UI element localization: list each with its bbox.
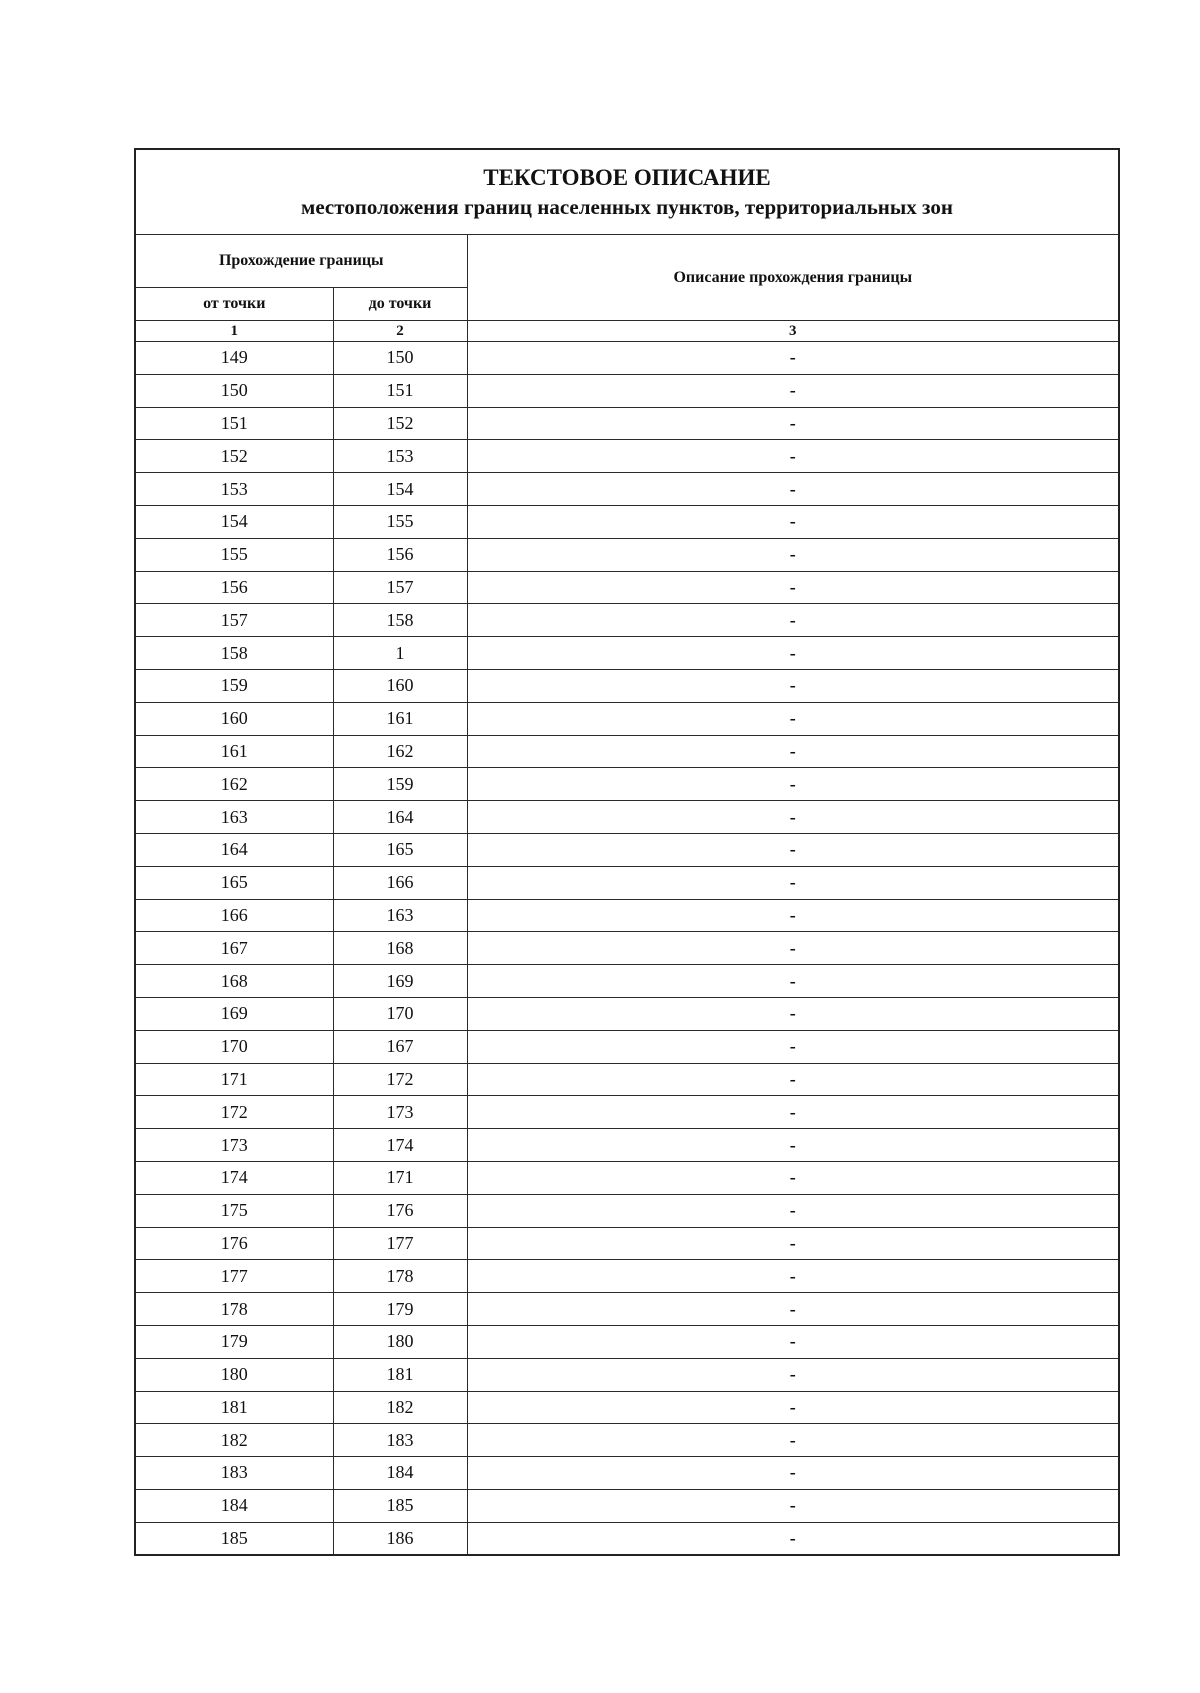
from-point-cell: 173 bbox=[135, 1129, 333, 1162]
description-cell: - bbox=[467, 1129, 1119, 1162]
from-point-cell: 178 bbox=[135, 1293, 333, 1326]
description-cell: - bbox=[467, 1391, 1119, 1424]
table-row bbox=[135, 473, 1119, 506]
from-point-cell: 159 bbox=[135, 669, 333, 702]
to-point-cell: 168 bbox=[333, 932, 467, 965]
description-cell: - bbox=[467, 1325, 1119, 1358]
description-cell: - bbox=[467, 735, 1119, 768]
to-point-cell: 185 bbox=[333, 1489, 467, 1522]
table-row bbox=[135, 440, 1119, 473]
table-row bbox=[135, 997, 1119, 1030]
table-row bbox=[135, 407, 1119, 440]
from-point-cell: 157 bbox=[135, 604, 333, 637]
to-point-cell: 184 bbox=[333, 1457, 467, 1490]
table-row bbox=[135, 538, 1119, 571]
to-point-cell: 180 bbox=[333, 1325, 467, 1358]
document-title: ТЕКСТОВОЕ ОПИСАНИЕ bbox=[483, 165, 771, 190]
to-point-cell: 155 bbox=[333, 505, 467, 538]
description-column-header: Описание прохождения границы bbox=[467, 235, 1119, 321]
description-cell: - bbox=[467, 1522, 1119, 1555]
to-point-cell: 178 bbox=[333, 1260, 467, 1293]
column-number-1: 1 bbox=[135, 321, 333, 342]
table-row bbox=[135, 1424, 1119, 1457]
from-point-cell: 169 bbox=[135, 997, 333, 1030]
to-point-cell: 156 bbox=[333, 538, 467, 571]
table-row bbox=[135, 342, 1119, 375]
from-point-cell: 155 bbox=[135, 538, 333, 571]
to-point-cell: 157 bbox=[333, 571, 467, 604]
table-row bbox=[135, 1161, 1119, 1194]
from-point-cell: 168 bbox=[135, 965, 333, 998]
column-number-3: 3 bbox=[467, 321, 1119, 342]
to-point-cell: 177 bbox=[333, 1227, 467, 1260]
from-point-cell: 183 bbox=[135, 1457, 333, 1490]
from-point-cell: 160 bbox=[135, 702, 333, 735]
table-row bbox=[135, 374, 1119, 407]
description-cell: - bbox=[467, 965, 1119, 998]
table-row bbox=[135, 1096, 1119, 1129]
to-point-cell: 176 bbox=[333, 1194, 467, 1227]
from-point-cell: 182 bbox=[135, 1424, 333, 1457]
to-point-cell: 170 bbox=[333, 997, 467, 1030]
table-row bbox=[135, 1293, 1119, 1326]
from-point-cell: 165 bbox=[135, 866, 333, 899]
description-cell: - bbox=[467, 1358, 1119, 1391]
description-cell: - bbox=[467, 1194, 1119, 1227]
from-point-cell: 161 bbox=[135, 735, 333, 768]
from-point-cell: 158 bbox=[135, 637, 333, 670]
description-cell: - bbox=[467, 932, 1119, 965]
description-cell: - bbox=[467, 1457, 1119, 1490]
to-point-cell: 169 bbox=[333, 965, 467, 998]
from-point-cell: 162 bbox=[135, 768, 333, 801]
description-cell: - bbox=[467, 407, 1119, 440]
to-point-cell: 167 bbox=[333, 1030, 467, 1063]
table-row bbox=[135, 1489, 1119, 1522]
description-cell: - bbox=[467, 899, 1119, 932]
description-cell: - bbox=[467, 833, 1119, 866]
from-point-cell: 174 bbox=[135, 1161, 333, 1194]
table-row bbox=[135, 1194, 1119, 1227]
table-row bbox=[135, 669, 1119, 702]
to-point-cell: 174 bbox=[333, 1129, 467, 1162]
from-point-cell: 176 bbox=[135, 1227, 333, 1260]
table-row bbox=[135, 604, 1119, 637]
table-row bbox=[135, 1325, 1119, 1358]
table-row bbox=[135, 768, 1119, 801]
table-row bbox=[135, 735, 1119, 768]
description-cell: - bbox=[467, 1161, 1119, 1194]
table-body bbox=[135, 342, 1119, 1556]
to-point-cell: 1 bbox=[333, 637, 467, 670]
boundary-description-table bbox=[134, 148, 1120, 1556]
description-cell: - bbox=[467, 473, 1119, 506]
table-row bbox=[135, 899, 1119, 932]
from-point-cell: 184 bbox=[135, 1489, 333, 1522]
table-row bbox=[135, 965, 1119, 998]
to-point-cell: 173 bbox=[333, 1096, 467, 1129]
description-cell: - bbox=[467, 637, 1119, 670]
table-row bbox=[135, 1260, 1119, 1293]
table-row bbox=[135, 866, 1119, 899]
to-point-cell: 162 bbox=[333, 735, 467, 768]
group-header-boundary-passage: Прохождение границы bbox=[135, 235, 467, 288]
table-row bbox=[135, 801, 1119, 834]
column-number-2: 2 bbox=[333, 321, 467, 342]
to-point-cell: 158 bbox=[333, 604, 467, 637]
description-cell: - bbox=[467, 1030, 1119, 1063]
from-point-cell: 171 bbox=[135, 1063, 333, 1096]
table-row bbox=[135, 1358, 1119, 1391]
to-point-cell: 179 bbox=[333, 1293, 467, 1326]
description-cell: - bbox=[467, 1489, 1119, 1522]
from-point-cell: 170 bbox=[135, 1030, 333, 1063]
from-point-cell: 152 bbox=[135, 440, 333, 473]
from-point-cell: 167 bbox=[135, 932, 333, 965]
to-point-cell: 163 bbox=[333, 899, 467, 932]
to-point-cell: 182 bbox=[333, 1391, 467, 1424]
description-cell: - bbox=[467, 1293, 1119, 1326]
from-point-cell: 153 bbox=[135, 473, 333, 506]
from-point-cell: 163 bbox=[135, 801, 333, 834]
document-subtitle: местоположения границ населенных пунктов, территориальных зон bbox=[301, 195, 953, 219]
description-cell: - bbox=[467, 374, 1119, 407]
from-point-cell: 172 bbox=[135, 1096, 333, 1129]
table-row bbox=[135, 505, 1119, 538]
from-point-header: от точки bbox=[135, 288, 333, 321]
to-point-cell: 153 bbox=[333, 440, 467, 473]
to-point-cell: 151 bbox=[333, 374, 467, 407]
description-cell: - bbox=[467, 538, 1119, 571]
to-point-cell: 171 bbox=[333, 1161, 467, 1194]
description-cell: - bbox=[467, 440, 1119, 473]
table-row bbox=[135, 571, 1119, 604]
table-row bbox=[135, 1391, 1119, 1424]
description-cell: - bbox=[467, 801, 1119, 834]
from-point-cell: 156 bbox=[135, 571, 333, 604]
table-row bbox=[135, 1227, 1119, 1260]
description-cell: - bbox=[467, 702, 1119, 735]
to-point-cell: 172 bbox=[333, 1063, 467, 1096]
from-point-cell: 166 bbox=[135, 899, 333, 932]
description-cell: - bbox=[467, 1227, 1119, 1260]
table-row bbox=[135, 637, 1119, 670]
description-cell: - bbox=[467, 1063, 1119, 1096]
to-point-cell: 166 bbox=[333, 866, 467, 899]
from-point-cell: 181 bbox=[135, 1391, 333, 1424]
table-row bbox=[135, 1522, 1119, 1555]
to-point-cell: 164 bbox=[333, 801, 467, 834]
from-point-cell: 154 bbox=[135, 505, 333, 538]
from-point-cell: 150 bbox=[135, 374, 333, 407]
to-point-header: до точки bbox=[333, 288, 467, 321]
to-point-cell: 152 bbox=[333, 407, 467, 440]
description-cell: - bbox=[467, 669, 1119, 702]
to-point-cell: 161 bbox=[333, 702, 467, 735]
description-cell: - bbox=[467, 604, 1119, 637]
table-row bbox=[135, 1063, 1119, 1096]
from-point-cell: 180 bbox=[135, 1358, 333, 1391]
from-point-cell: 177 bbox=[135, 1260, 333, 1293]
table-row bbox=[135, 702, 1119, 735]
table-row bbox=[135, 1030, 1119, 1063]
from-point-cell: 164 bbox=[135, 833, 333, 866]
table-row bbox=[135, 932, 1119, 965]
to-point-cell: 186 bbox=[333, 1522, 467, 1555]
table-row bbox=[135, 1129, 1119, 1162]
description-cell: - bbox=[467, 342, 1119, 375]
description-cell: - bbox=[467, 997, 1119, 1030]
description-cell: - bbox=[467, 1424, 1119, 1457]
to-point-cell: 150 bbox=[333, 342, 467, 375]
description-cell: - bbox=[467, 1260, 1119, 1293]
from-point-cell: 185 bbox=[135, 1522, 333, 1555]
to-point-cell: 183 bbox=[333, 1424, 467, 1457]
from-point-cell: 175 bbox=[135, 1194, 333, 1227]
to-point-cell: 165 bbox=[333, 833, 467, 866]
document-title-cell bbox=[135, 149, 1119, 235]
description-cell: - bbox=[467, 571, 1119, 604]
table-row bbox=[135, 1457, 1119, 1490]
to-point-cell: 160 bbox=[333, 669, 467, 702]
from-point-cell: 151 bbox=[135, 407, 333, 440]
from-point-cell: 179 bbox=[135, 1325, 333, 1358]
table-row bbox=[135, 833, 1119, 866]
description-cell: - bbox=[467, 1096, 1119, 1129]
to-point-cell: 181 bbox=[333, 1358, 467, 1391]
to-point-cell: 159 bbox=[333, 768, 467, 801]
description-cell: - bbox=[467, 866, 1119, 899]
description-cell: - bbox=[467, 505, 1119, 538]
to-point-cell: 154 bbox=[333, 473, 467, 506]
description-cell: - bbox=[467, 768, 1119, 801]
from-point-cell: 149 bbox=[135, 342, 333, 375]
